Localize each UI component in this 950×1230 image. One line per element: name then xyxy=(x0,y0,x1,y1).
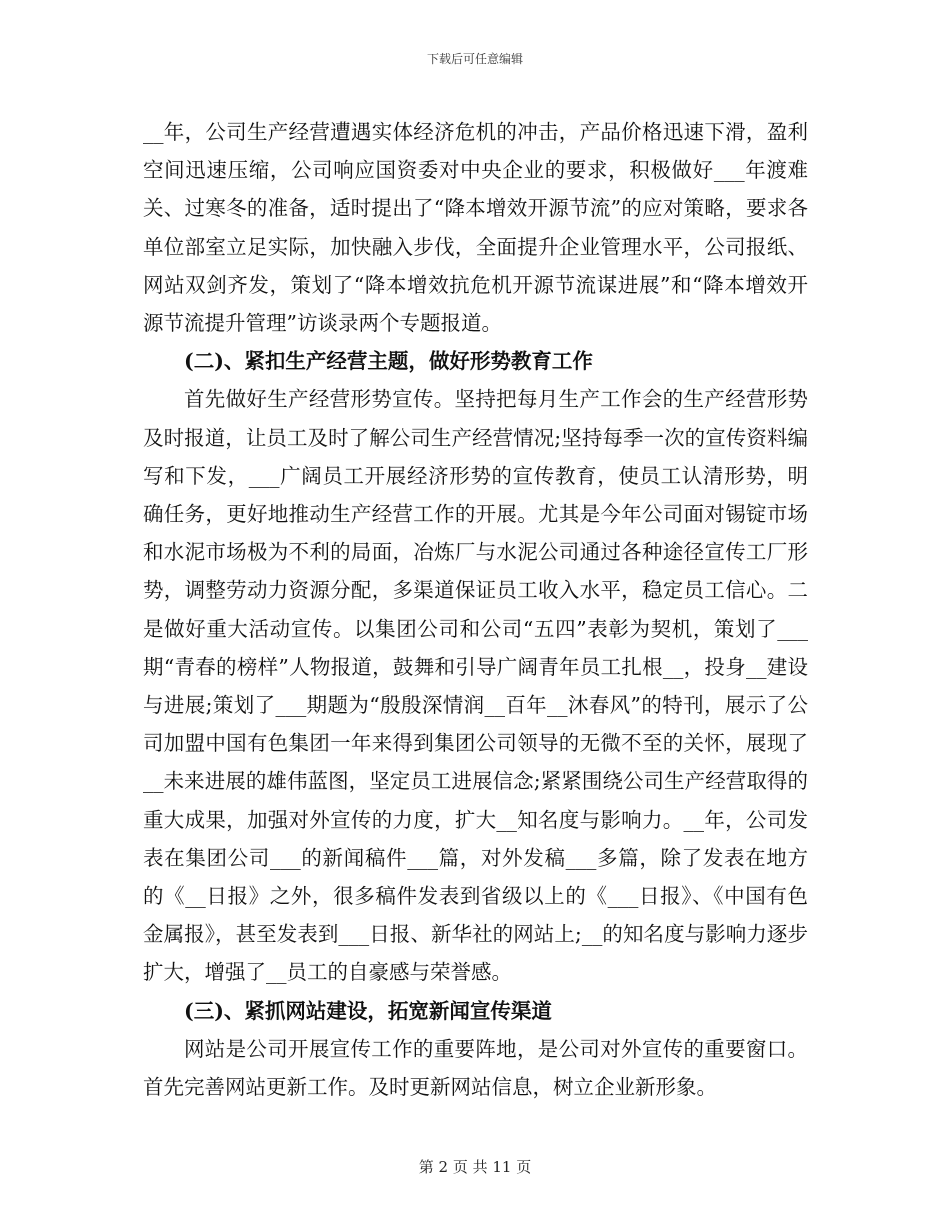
section-heading-2: (二)、紧扣生产经营主题，做好形势教育工作 xyxy=(184,349,593,374)
paragraph-1: __年，公司生产经营遭遇实体经济危机的冲击，产品价格迅速下滑，盈利空间迅速压缩，公司响应国资委对中央企业的要求，积极做好___年渡难关、过寒冬的准备，适时提出了“降本增效开源节流”的应对策略，要求各单位部室立足实际，加快融入步伐，全面提升企业管理水平，公司报纸、网站双剑齐发，策划了“降本增效抗危机开源节流谋进展”和“降本增效开源节流提升管理”访谈录两个专题报道。 xyxy=(143,120,808,336)
page-footer: 第 2 页 共 11 页 xyxy=(418,1158,532,1176)
page-header: 下载后可任意编辑 xyxy=(426,52,523,66)
section-heading-3: (三)、紧抓网站建设，拓宽新闻宣传渠道 xyxy=(184,998,552,1023)
paragraph-2: 首先做好生产经营形势宣传。坚持把每月生产工作会的生产经营形势及时报道，让员工及时了解公司生产经营情况;坚持每季一次的宣传资料编写和下发，___广阔员工开展经济形势的宣传教育，使员工认清形势，明确任务，更好地推动生产经营工作的开展。尤其是今年公司面对锡锭市场和水泥市场极为不利的局面，冶炼厂与水泥公司通过各种途径宣传工厂形势，调整劳动力资源分配，多渠道保证员工收入水平，稳定员工信心。二是做好重大活动宣传。以集团公司和公司“五四”表彰为契机，策划了___期“青春的榜样”人物报道，鼓舞和引导广阔青年员工扎根__，投身__建设与进展;策划了___期题为“殷殷深情润__百年__沐春风”的特刊，展示了公司加盟中国有色集团一年来得到集团公司领导的无微不至的关怀，展现了__未来进展的雄伟蓝图，坚定员工进展信念;紧紧围绕公司生产经营取得的重大成果，加强对外宣传的力度，扩大__知名度与影响力。__年，公司发表在集团公司___的新闻稿件___篇，对外发稿___多篇，除了发表在地方的《__日报》之外，很多稿件发表到省级以上的《___日报》、《中国有色金属报》，甚至发表到___日报、新华社的网站上;__的知名度与影响力逐步扩大，增强了__员工的自豪感与荣誉感。 xyxy=(143,387,808,985)
document-body xyxy=(143,113,808,1106)
paragraph-3: 网站是公司开展宣传工作的重要阵地，是公司对外宣传的重要窗口。首先完善网站更新工作。及时更新网站信息，树立企业新形象。 xyxy=(143,1036,808,1100)
